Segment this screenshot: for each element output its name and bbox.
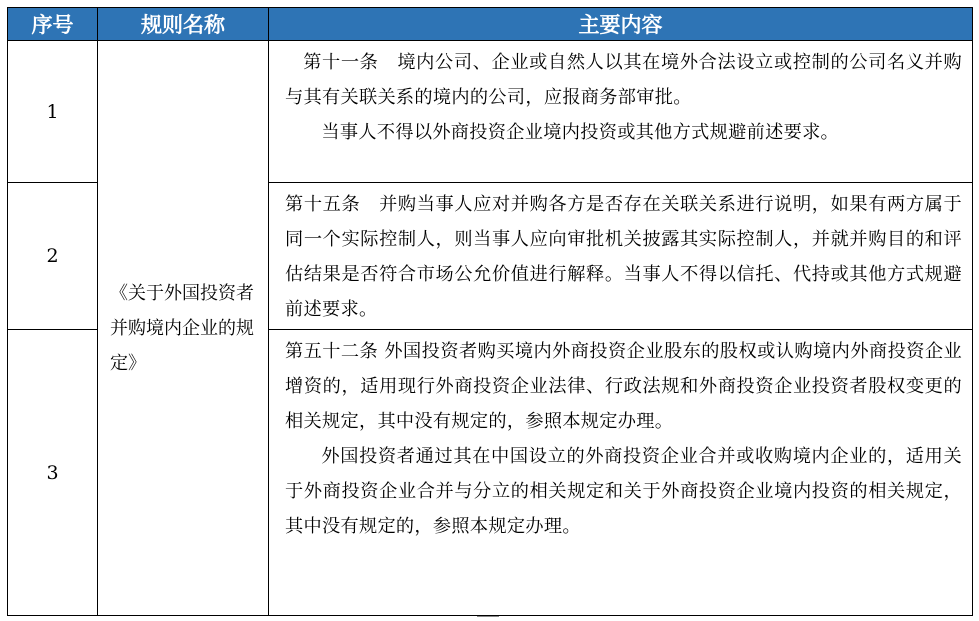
row-number: 1 [8,41,98,183]
row-number: 2 [8,183,98,330]
header-rule-name: 规则名称 [98,8,269,41]
table-header-row [8,8,973,41]
content-cell [269,41,973,183]
content-paragraph: 第五十二条 外国投资者购买境内外商投资企业股东的股权或认购境内外商投资企业增资的，适用现行外商投资企业法律、行政法规和外商投资企业投资者股权变更的相关规定，其中没有规定的，参照本规定办理。 [285,341,962,432]
header-serial-number: 序号 [8,8,98,41]
rule-name-cell: 《关于外国投资者并购境内企业的规定》 [98,41,269,616]
row-number: 3 [8,330,98,616]
content-paragraph: 第十五条 并购当事人应对并购各方是否存在关联关系进行说明，如果有两方属于同一个实际控制人，则当事人应向审批机关披露其实际控制人，并就并购目的和评估结果是否符合市场公允价值进行解释。当事人不得以信托、代持或其他方式规避前述要求。 [285,194,962,320]
rules-table [7,7,973,616]
content-paragraph: 当事人不得以外商投资企业境内投资或其他方式规避前述要求。 [321,122,840,143]
table-row [8,41,973,183]
content-cell [269,183,973,330]
content-cell [269,330,973,616]
header-main-content: 主要内容 [269,8,973,41]
page-bottom-mark [477,616,499,621]
content-paragraph: 第十一条 境内公司、企业或自然人以其在境外合法设立或控制的公司名义并购与其有关联关系的境内的公司，应报商务部审批。 [285,52,962,108]
rules-table-container [7,7,972,616]
content-paragraph: 外国投资者通过其在中国设立的外商投资企业合并或收购境内企业的，适用关于外商投资企业合并与分立的相关规定和关于外商投资企业境内投资的相关规定，其中没有规定的，参照本规定办理。 [285,446,962,537]
